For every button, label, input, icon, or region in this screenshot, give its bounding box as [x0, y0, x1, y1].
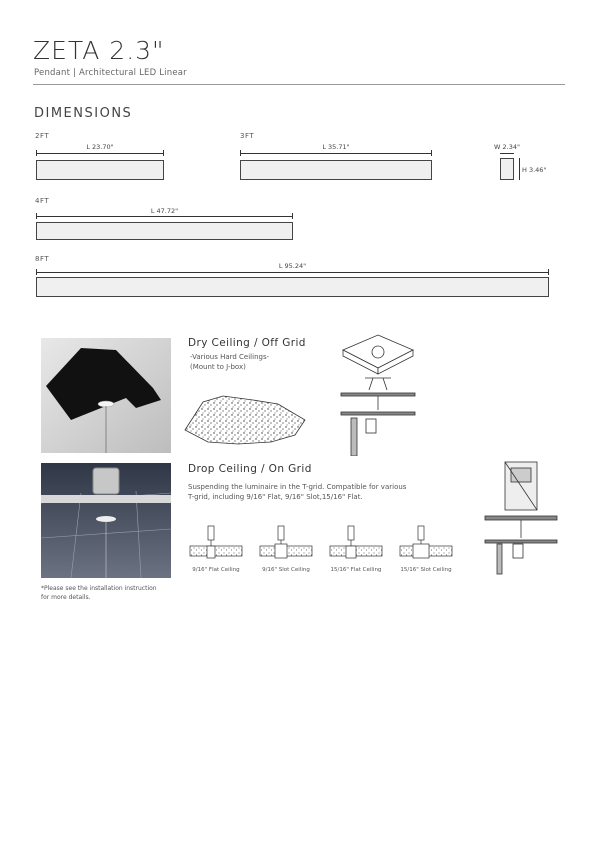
dimension-line-2ft — [36, 153, 164, 154]
dry-ceiling-photo — [41, 338, 171, 453]
drop-ceiling-desc2: T-grid, including 9/16" Flat, 9/16" Slot,15/16" Flat. — [188, 493, 363, 501]
profile-width-label: W 2.34" — [494, 143, 520, 151]
size-label-8ft: 8FT — [35, 255, 50, 263]
dry-ceiling-line2: (Mount to J-box) — [190, 363, 246, 371]
dimension-tick — [36, 269, 37, 275]
dimension-tick — [240, 150, 241, 156]
dimension-line-4ft — [36, 216, 293, 217]
size-label-4ft: 4FT — [35, 197, 50, 205]
drop-ceiling-photo — [41, 463, 171, 578]
dimension-tick — [163, 150, 164, 156]
dimension-tick — [431, 150, 432, 156]
t-grid-mount-diagram — [483, 458, 563, 578]
grid-caption-4: 15/16" Slot Ceiling — [400, 567, 452, 573]
dimension-line-3ft — [240, 153, 432, 154]
dimension-tick — [36, 150, 37, 156]
product-title: ZETA 2.3" — [33, 36, 165, 65]
length-label-8ft: L 95.24" — [278, 262, 307, 270]
dimension-tick — [548, 269, 549, 275]
dry-ceiling-heading: Dry Ceiling / Off Grid — [188, 337, 306, 349]
dimension-tick — [292, 213, 293, 219]
grid-caption-2: 9/16" Slot Ceiling — [262, 567, 310, 573]
profile-width-line — [500, 153, 514, 154]
fixture-bar-3ft — [240, 160, 432, 180]
grid-caption-1: 9/16" Flat Ceiling — [192, 567, 240, 573]
size-label-2ft: 2FT — [35, 132, 50, 140]
drop-ceiling-desc1: Suspending the luminaire in the T-grid. Compatible for various — [188, 483, 407, 491]
grid-caption-3: 15/16" Flat Ceiling — [330, 567, 382, 573]
profile-section — [500, 158, 514, 180]
header-divider — [33, 84, 565, 85]
product-subtitle: Pendant | Architectural LED Linear — [34, 68, 187, 78]
drop-ceiling-heading: Drop Ceiling / On Grid — [188, 463, 312, 475]
fixture-bar-4ft — [36, 222, 293, 240]
fixture-bar-2ft — [36, 160, 164, 180]
dimension-line-8ft — [36, 272, 549, 273]
jbox-mount-diagram — [333, 330, 423, 456]
hard-ceiling-illustration — [183, 390, 308, 448]
dry-ceiling-line1: -Various Hard Ceilings- — [190, 353, 270, 361]
fixture-bar-8ft — [36, 277, 549, 297]
size-label-3ft: 3FT — [240, 132, 255, 140]
profile-height-label: H 3.46" — [522, 166, 547, 174]
dimensions-heading: DIMENSIONS — [34, 106, 133, 121]
footnote-line1: *Please see the installation instruction — [41, 585, 157, 592]
length-label-4ft: L 47.72" — [150, 207, 179, 215]
dimension-tick — [36, 213, 37, 219]
length-label-3ft: L 35.71" — [322, 143, 350, 151]
length-label-2ft: L 23.70" — [86, 143, 114, 151]
profile-height-line — [519, 158, 520, 180]
footnote-line2: for more details. — [41, 594, 91, 601]
t-grid-illustrations — [188, 522, 463, 568]
